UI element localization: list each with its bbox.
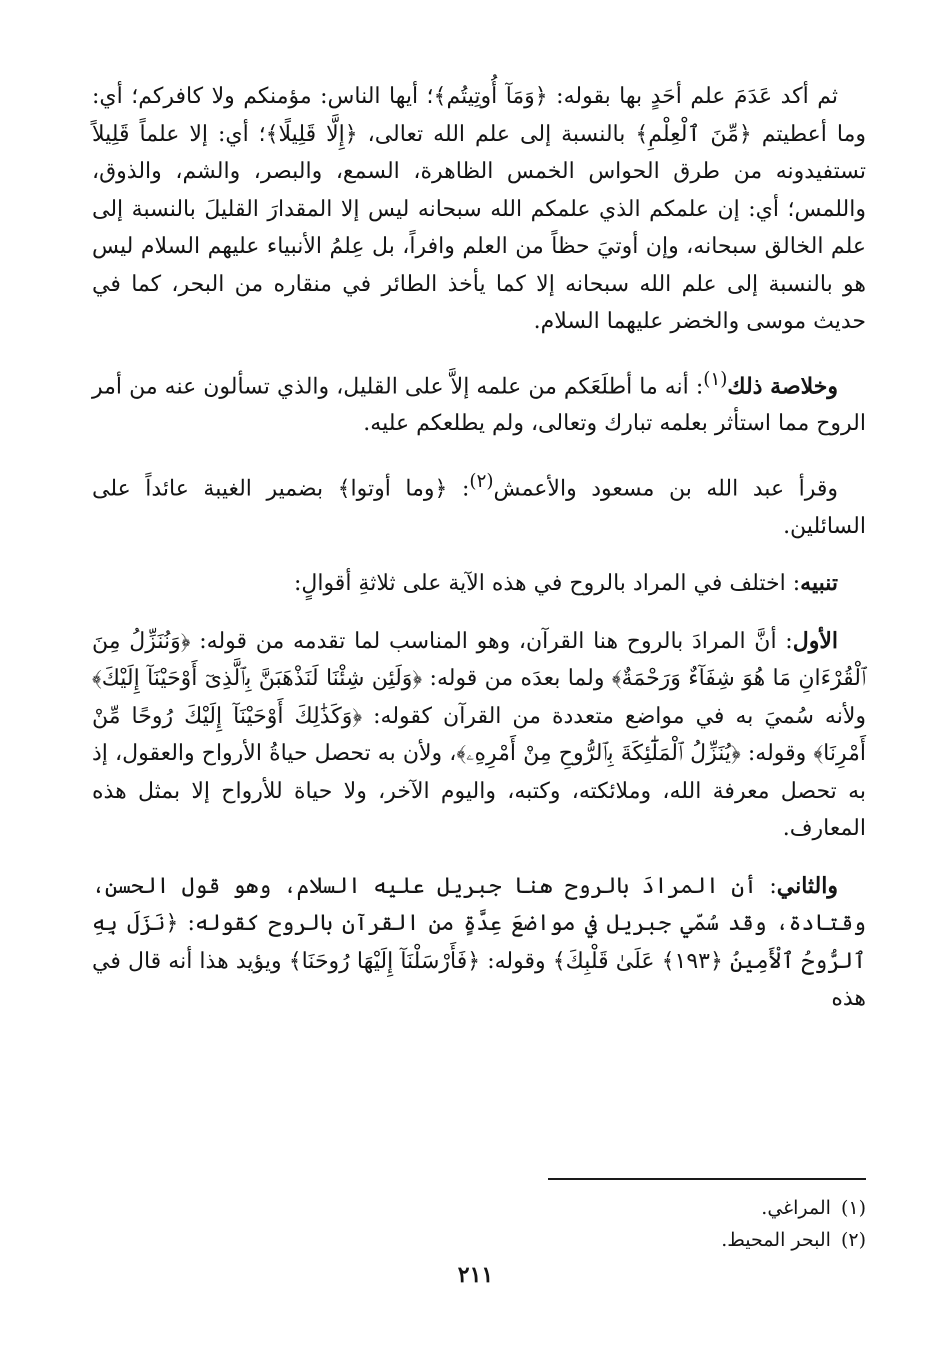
second-opinion-text: : أن المرادَ بالروح هنا جبريل عليه السلام، وهو قول الحسن، وقتادة، وقد سُمّي جبريل في مواضعَ عِدَّةٍ من القرآن بالروح كقوله: ﴿نَزَلَ بِهِ ٱلرُّوحُ ٱلْأَمِينُ ﴿١٩٣﴾ عَلَىٰ قَلْبِكَ﴾ وقوله: ﴿فَأَرْسَلْنَآ إِلَيْهَا رُوحَنَا﴾ ويؤيد هذا أنه قال في هذه (92, 873, 866, 1012)
paragraph-note (92, 565, 866, 603)
summary-text: : أنه ما أطلَعَكم من علمه إلاَّ على القليل، والذي تسألون عنه من أمر الروح مما استأثر بعلمه تبارك وتعالى، ولم يطلعكم عليه. (92, 373, 866, 437)
note-text: : اختلف في المراد بالروح في هذه الآية على ثلاثةِ أقوالٍ: (293, 571, 801, 597)
footnote-text: البحر المحيط. (721, 1229, 831, 1251)
reading-text-before: وقرأ عبد الله بن مسعود والأعمش (493, 476, 838, 502)
footnote-text: المراغي. (761, 1197, 831, 1219)
first-opinion-text: : أنَّ المرادَ بالروح هنا القرآن، وهو المناسب لما تقدمه من قوله: ﴿وَنُنَزِّلُ مِنَ ٱلْقُرْءَانِ مَا هُوَ شِفَآءٌ وَرَحْمَةٌ﴾ ولما بعدَه من قوله: ﴿وَلَئِن شِئْنَا لَنَذْهَبَنَّ بِٱلَّذِىٓ أَوْحَيْنَآ إِلَيْكَ﴾ ولأنه سُميَ به في مواضع متعددة من القرآن كقوله: ﴿وَكَذَٰلِكَ أَوْحَيْنَآ إِلَيْكَ رُوحًا مِّنْ أَمْرِنَا﴾ وقوله: ﴿يُنَزِّلُ ٱلْمَلَٰٓئِكَةَ بِٱلرُّوحِ مِنْ أَمْرِهِۦ﴾، ولأن به تحصل حياةُ الأرواح والعقول، إذ به تحصل معرفة الله، وملائكته، وكتبه، واليوم الآخر، ولا حياة للأرواح إلا بمثل هذه المعارف. (92, 628, 866, 842)
paragraph-reading (92, 463, 866, 545)
footnote-ref-1[interactable]: (١) (703, 368, 728, 390)
paragraph-summary (92, 361, 866, 443)
paragraph-knowledge (92, 78, 866, 341)
footnotes-divider (548, 1178, 866, 1180)
second-opinion-heading: والثاني (776, 872, 838, 899)
footnote-ref-2[interactable]: (٢) (469, 470, 494, 492)
footnotes (466, 1192, 866, 1256)
page-number: ٢١١ (457, 1262, 494, 1288)
reading-text-after: : ﴿وما أوتوا﴾ بضمير الغيبة عائداً على السائلين. (92, 476, 866, 539)
footnote-number: (٢) (840, 1229, 866, 1251)
summary-heading: وخلاصة ذلك (727, 372, 838, 399)
note-heading: تنبيه (800, 570, 838, 597)
page-body (92, 78, 866, 1038)
footnote-item (466, 1224, 866, 1256)
paragraph-first-opinion (92, 623, 866, 848)
footnote-number: (١) (840, 1197, 866, 1219)
footnote-item (466, 1192, 866, 1224)
paragraph-knowledge-text: ثم أكد عَدَمَ علم أحَدٍ بها بقوله: ﴿وَمَآ أُوتِيتُم﴾؛ أيها الناس: مؤمنكم ولا كافركم؛ أي: وما أعطيتم ﴿مِّنَ ٱلْعِلْمِ﴾ بالنسبة إلى علم الله تعالى، ﴿إِلَّا قَلِيلًا﴾؛ أي: إلا علماً قَلِيلاً تستفيدونه من طرق الحواس الخمس الظاهرة، السمع، والبصر، والشم، والذوق، واللمس؛ أي: إن علمكم الذي علمكم الله سبحانه ليس إلا المقدارَ القليلَ بالنسبة إلى علم الخالق سبحانه، وإن أوتيَ حظاً من العلم وافراً، بل عِلمُ الأنبياء عليهم السلام ليس هو بالنسبة إلى علم الله سبحانه إلا كما يأخذ الطائر في منقاره من البحر، كما في حديث موسى والخضر عليهما السلام. (92, 84, 866, 334)
first-opinion-heading: الأول (792, 627, 838, 654)
paragraph-second-opinion (92, 868, 866, 1018)
